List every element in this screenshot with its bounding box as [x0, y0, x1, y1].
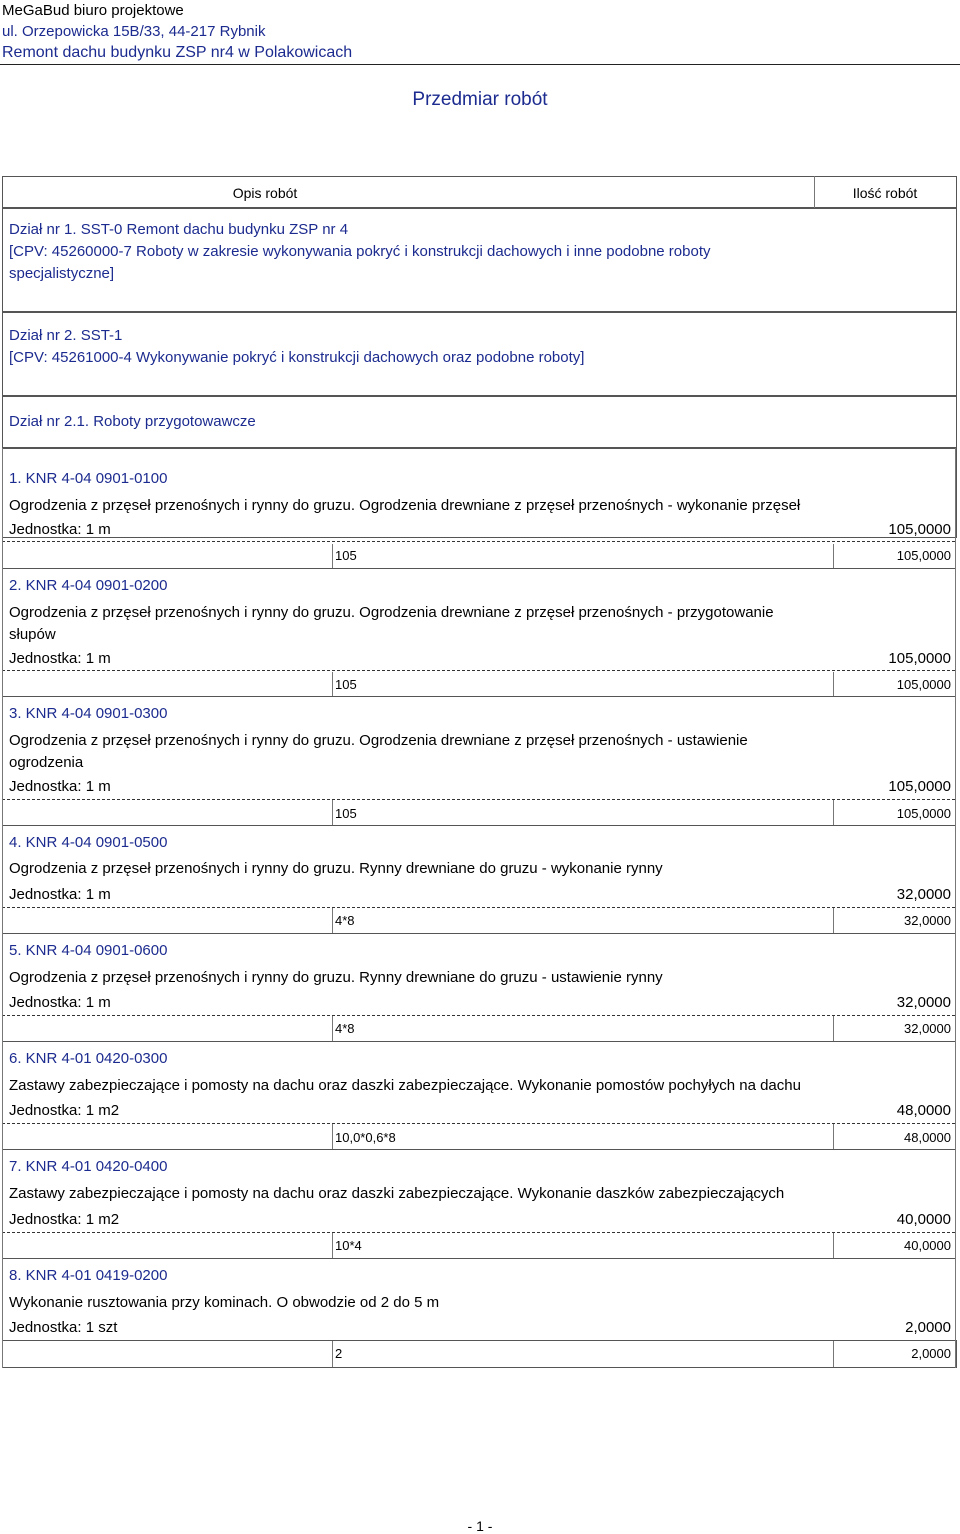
- company-address: ul. Orzepowicka 15B/33, 44-217 Rybnik: [2, 23, 266, 40]
- section-2-1-title: Dział nr 2.1. Roboty przygotowawcze: [9, 413, 256, 430]
- item-8-quantity: 2,0000: [905, 1319, 951, 1336]
- item-2-code: 2. KNR 4-04 0901-0200: [9, 577, 168, 594]
- item-1-calc-quantity: 105,0000: [896, 548, 951, 563]
- item-6-calc-formula: 10,0*0,6*8: [335, 1130, 396, 1145]
- document-header: [2, 0, 352, 63]
- item-6-bottom: [2, 1149, 955, 1150]
- item-7-separator: [2, 1232, 955, 1233]
- section-1-title: Dział nr 1. SST-0 Remont dachu budynku ZSP nr 4: [9, 221, 349, 238]
- item-7-code: 7. KNR 4-01 0420-0400: [9, 1158, 168, 1175]
- item-1-separator: [2, 541, 955, 542]
- page-number: - 1 -: [467, 1518, 493, 1534]
- item-6-description: Zastawy zabezpieczające i pomosty na dachu oraz daszki zabezpieczające. Wykonanie pomostów pochyłych na dachu: [9, 1077, 801, 1094]
- item-8-calc-formula: 2: [335, 1346, 343, 1361]
- item-1-bottom: [2, 568, 955, 569]
- item-1-calc-formula: 105: [335, 548, 357, 563]
- item-6-unit: Jednostka: 1 m2: [9, 1102, 120, 1119]
- item-7-description: Zastawy zabezpieczające i pomosty na dachu oraz daszki zabezpieczające. Wykonanie daszków zabezpieczających: [9, 1185, 785, 1202]
- item-7-bottom: [2, 1258, 955, 1259]
- item-1-unit: Jednostka: 1 m: [9, 521, 111, 538]
- item-2-calc-formula: 105: [335, 677, 357, 692]
- page-title: Przedmiar robót: [412, 89, 548, 110]
- item-6-separator: [2, 1123, 955, 1124]
- item-6-code: 6. KNR 4-01 0420-0300: [9, 1050, 168, 1067]
- item-7-calc-formula: 10*4: [335, 1238, 362, 1253]
- item-6-calc-quantity: 48,0000: [904, 1130, 951, 1145]
- section-2-cpv: [CPV: 45261000-4 Wykonywanie pokryć i konstrukcji dachowych oraz podobne roboty]: [9, 349, 585, 366]
- item-1: [2, 448, 957, 538]
- item-7-quantity: 40,0000: [896, 1211, 951, 1228]
- item-3-calc-formula: 105: [335, 806, 357, 821]
- item-2-description-cont: słupów: [9, 626, 56, 643]
- item-5-calc-divider-right: [833, 1016, 834, 1041]
- item-2-description: Ogrodzenia z przęseł przenośnych i rynny do gruzu. Ogrodzenia drewniane z przęseł przenośnych - przygotowanie: [9, 604, 774, 621]
- item-3-separator: [2, 799, 955, 800]
- item-7-calc-quantity: 40,0000: [904, 1238, 951, 1253]
- item-5-description: Ogrodzenia z przęseł przenośnych i rynny do gruzu. Rynny drewniane do gruzu - ustawienie rynny: [9, 969, 663, 986]
- table-right-edge: [955, 448, 956, 1368]
- item-2-calc-quantity: 105,0000: [896, 677, 951, 692]
- table-left-edge: [2, 448, 3, 1368]
- item-5-unit: Jednostka: 1 m: [9, 994, 111, 1011]
- item-4-calc-quantity: 32,0000: [904, 913, 951, 928]
- item-3-calc-quantity: 105,0000: [896, 806, 951, 821]
- section-2-title: Dział nr 2. SST-1: [9, 327, 123, 344]
- header-divider: [0, 64, 960, 65]
- item-4-bottom: [2, 933, 955, 934]
- item-6-quantity: 48,0000: [896, 1102, 951, 1119]
- item-3-code: 3. KNR 4-04 0901-0300: [9, 705, 168, 722]
- item-2-quantity: 105,0000: [888, 650, 951, 667]
- column-header-quantity: Ilość robót: [852, 185, 918, 201]
- item-3-description-cont: ogrodzenia: [9, 754, 84, 771]
- item-1-code: 1. KNR 4-04 0901-0100: [9, 470, 168, 487]
- item-4-code: 4. KNR 4-04 0901-0500: [9, 834, 168, 851]
- item-1-calc-divider: [332, 544, 333, 568]
- item-4-description: Ogrodzenia z przęseł przenośnych i rynny do gruzu. Rynny drewniane do gruzu - wykonanie rynny: [9, 860, 663, 877]
- item-6-calc-divider: [332, 1124, 333, 1149]
- item-8-calc-divider-right: [833, 1341, 834, 1367]
- item-4-unit: Jednostka: 1 m: [9, 886, 111, 903]
- item-3-bottom: [2, 825, 955, 826]
- item-7-calc-divider: [332, 1233, 333, 1258]
- item-4-separator: [2, 907, 955, 908]
- item-5-separator: [2, 1015, 955, 1016]
- item-4-calc-divider-right: [833, 908, 834, 933]
- item-3-quantity: 105,0000: [888, 778, 951, 795]
- item-5-calc-formula: 4*8: [335, 1021, 355, 1036]
- item-2-calc-divider: [332, 672, 333, 697]
- item-3-description: Ogrodzenia z przęseł przenośnych i rynny do gruzu. Ogrodzenia drewniane z przęseł przenośnych - ustawienie: [9, 732, 748, 749]
- item-5-calc-quantity: 32,0000: [904, 1021, 951, 1036]
- item-8-code: 8. KNR 4-01 0419-0200: [9, 1267, 168, 1284]
- item-3-unit: Jednostka: 1 m: [9, 778, 111, 795]
- item-5-quantity: 32,0000: [896, 994, 951, 1011]
- company-name: MeGaBud biuro projektowe: [2, 2, 184, 19]
- item-7-calc-divider-right: [833, 1233, 834, 1258]
- item-5-bottom: [2, 1041, 955, 1042]
- column-header-description: Opis robót: [232, 185, 298, 201]
- item-7-unit: Jednostka: 1 m2: [9, 1211, 120, 1228]
- item-5-calc-divider: [332, 1016, 333, 1041]
- item-1-calc-divider-right: [833, 544, 834, 568]
- item-2-unit: Jednostka: 1 m: [9, 650, 111, 667]
- item-4-calc-divider: [332, 908, 333, 933]
- item-2-calc-divider-right: [833, 672, 834, 697]
- item-5-code: 5. KNR 4-04 0901-0600: [9, 942, 168, 959]
- item-2-bottom: [2, 696, 955, 697]
- item-8-calc-divider: [332, 1341, 333, 1367]
- item-1-quantity: 105,0000: [888, 521, 951, 538]
- project-name: Remont dachu budynku ZSP nr4 w Polakowicach: [2, 44, 353, 61]
- section-1-cpv: [CPV: 45260000-7 Roboty w zakresie wykonywania pokryć i konstrukcji dachowych i inne podobne roboty: [9, 243, 711, 260]
- item-3-calc-divider-right: [833, 800, 834, 825]
- item-4-quantity: 32,0000: [896, 886, 951, 903]
- item-6-calc-divider-right: [833, 1124, 834, 1149]
- item-8-unit: Jednostka: 1 szt: [9, 1319, 118, 1336]
- item-8-calc-quantity: 2,0000: [911, 1346, 951, 1361]
- item-4-calc-formula: 4*8: [335, 913, 355, 928]
- section-1-cpv-cont: specjalistyczne]: [9, 265, 115, 282]
- item-2-separator: [2, 670, 955, 671]
- item-3-calc-divider: [332, 800, 333, 825]
- item-1-description: Ogrodzenia z przęseł przenośnych i rynny do gruzu. Ogrodzenia drewniane z przęseł przenośnych - wykonanie przęseł: [9, 497, 801, 514]
- item-8-description: Wykonanie rusztowania przy kominach. O obwodzie od 2 do 5 m: [9, 1294, 440, 1311]
- item-8-calc-row: [2, 1340, 957, 1368]
